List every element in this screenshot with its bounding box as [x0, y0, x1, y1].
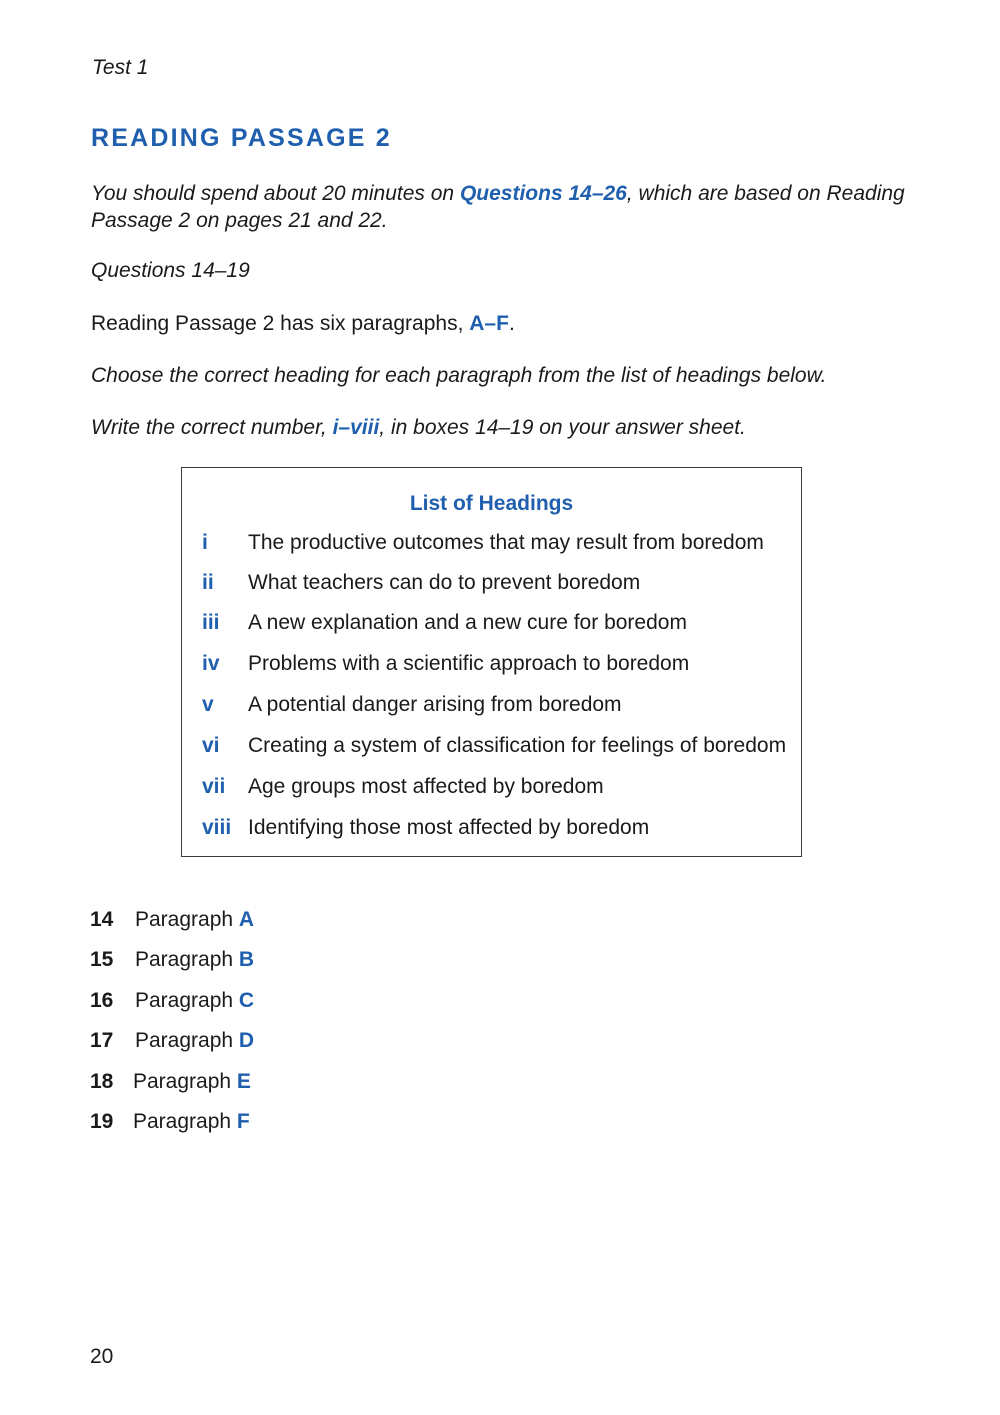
question-label: Paragraph: [133, 1110, 232, 1133]
paragraph-letter: A: [238, 908, 255, 931]
heading-text: Identifying those most affected by boredom: [248, 816, 650, 839]
heading-item: [182, 693, 801, 723]
time-instruction-text: You should spend about 20 minutes on: [91, 182, 460, 205]
paragraph-count-text: [91, 312, 515, 336]
write-instruction-suffix: , in boxes 14–19 on your answer sheet.: [379, 416, 746, 439]
questions-range-link: Questions 14–26: [459, 182, 627, 205]
page-number: 20: [90, 1345, 114, 1368]
heading-text: Age groups most affected by boredom: [248, 775, 604, 798]
heading-item: [182, 531, 801, 561]
heading-text: A potential danger arising from boredom: [248, 693, 622, 716]
write-instruction-prefix: Write the correct number,: [91, 416, 333, 439]
paragraph-letter: C: [238, 989, 255, 1012]
question-number: 18: [90, 1070, 114, 1093]
paragraph-letter: B: [238, 948, 255, 971]
question-label: Paragraph: [135, 1029, 234, 1052]
question-text: [133, 1110, 250, 1134]
heading-numeral: i: [202, 531, 208, 554]
heading-text: What teachers can do to prevent boredom: [248, 571, 641, 594]
question-label: Paragraph: [135, 908, 234, 931]
heading-item: [182, 611, 801, 641]
question-text: [135, 948, 254, 972]
heading-item: [182, 571, 801, 601]
question-number: 16: [90, 989, 114, 1012]
question-number: 14: [90, 908, 114, 931]
question-number: 19: [90, 1110, 114, 1133]
heading-numeral: v: [202, 693, 214, 716]
headings-title: List of Headings: [409, 492, 574, 515]
question-label: Paragraph: [135, 948, 234, 971]
heading-numeral: vii: [202, 775, 226, 798]
question-label: Paragraph: [135, 989, 234, 1012]
question-text: [135, 989, 254, 1013]
heading-numeral: iii: [202, 611, 220, 634]
question-text: [135, 1029, 254, 1053]
paragraph-count-prefix: Reading Passage 2 has six paragraphs,: [91, 312, 470, 335]
heading-text: Problems with a scientific approach to boredom: [248, 652, 690, 675]
heading-item: [182, 652, 801, 682]
time-instruction: [91, 180, 911, 234]
question-number: 15: [90, 948, 114, 971]
heading-numeral: ii: [202, 571, 214, 594]
question-range-heading: Questions 14–19: [91, 259, 250, 282]
question-text: [133, 1070, 251, 1094]
write-instruction: [91, 416, 746, 440]
heading-text: Creating a system of classification for feelings of boredom: [248, 734, 787, 757]
question-text: [135, 908, 254, 932]
question-number: 17: [90, 1029, 114, 1052]
time-instruction-rest: , which are based on Reading Passage 2 on pages 21 and 22.: [91, 182, 905, 232]
paragraph-letter: F: [236, 1110, 250, 1133]
paragraph-count-suffix: .: [508, 312, 515, 335]
paragraph-letter: E: [236, 1070, 251, 1093]
numeral-range: i–viii: [332, 416, 380, 439]
heading-item: [182, 816, 801, 846]
heading-numeral: viii: [202, 816, 232, 839]
heading-text: The productive outcomes that may result from boredom: [248, 531, 764, 554]
list-of-headings-box: [181, 467, 802, 857]
question-label: Paragraph: [133, 1070, 232, 1093]
passage-title: READING PASSAGE 2: [91, 124, 392, 152]
test-label: Test 1: [92, 56, 149, 79]
choose-instruction: Choose the correct heading for each paragraph from the list of headings below.: [91, 364, 827, 387]
heading-item: [182, 734, 801, 764]
paragraph-letter: D: [238, 1029, 255, 1052]
heading-text: A new explanation and a new cure for boredom: [248, 611, 687, 634]
heading-numeral: iv: [202, 652, 220, 675]
heading-numeral: vi: [202, 734, 220, 757]
heading-item: [182, 775, 801, 805]
paragraph-range: A–F: [469, 312, 509, 335]
